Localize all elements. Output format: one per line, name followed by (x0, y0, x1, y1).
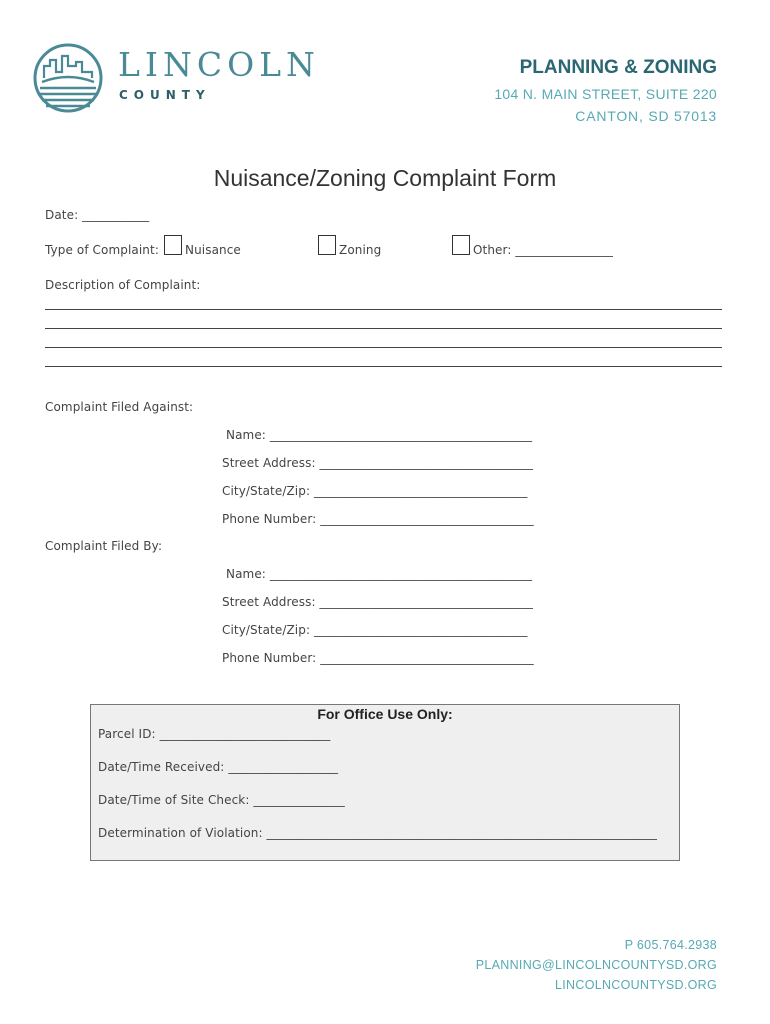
county-logo-icon (32, 42, 104, 114)
address-line-2: CANTON, SD 57013 (575, 108, 717, 124)
address-line-1: 104 N. MAIN STREET, SUITE 220 (494, 86, 717, 102)
footer-website[interactable]: LINCOLNCOUNTYSD.ORG (555, 978, 717, 992)
by-city-field[interactable]: City/State/Zip: ___________________________________ (222, 623, 528, 637)
department-title: PLANNING & ZONING (519, 57, 717, 78)
description-line-3[interactable] (45, 347, 722, 348)
nuisance-label: Nuisance (185, 243, 241, 257)
against-phone-field[interactable]: Phone Number: ___________________________________ (222, 512, 534, 526)
parcel-id-field[interactable]: Parcel ID: ____________________________ (98, 727, 331, 741)
description-line-1[interactable] (45, 309, 722, 310)
filed-against-heading: Complaint Filed Against: (45, 400, 194, 414)
site-check-field[interactable]: Date/Time of Site Check: _______________ (98, 793, 345, 807)
by-street-field[interactable]: Street Address: ___________________________________ (222, 595, 534, 609)
nuisance-checkbox[interactable] (164, 235, 182, 255)
date-received-field[interactable]: Date/Time Received: __________________ (98, 760, 339, 774)
description-line-2[interactable] (45, 328, 722, 329)
footer-email[interactable]: PLANNING@LINCOLNCOUNTYSD.ORG (475, 958, 717, 972)
against-city-field[interactable]: City/State/Zip: ___________________________________ (222, 484, 528, 498)
filed-by-heading: Complaint Filed By: (45, 539, 163, 553)
other-checkbox[interactable] (452, 235, 470, 255)
by-name-field[interactable]: Name: ___________________________________________ (226, 567, 533, 581)
description-line-4[interactable] (45, 366, 722, 367)
by-phone-field[interactable]: Phone Number: ___________________________________ (222, 651, 534, 665)
office-use-title: For Office Use Only: (317, 706, 453, 722)
zoning-checkbox[interactable] (318, 235, 336, 255)
form-title: Nuisance/Zoning Complaint Form (213, 165, 557, 191)
description-label: Description of Complaint: (45, 278, 201, 292)
against-street-field[interactable]: Street Address: ___________________________________ (222, 456, 534, 470)
footer-phone: P 605.764.2938 (624, 938, 717, 952)
other-field[interactable]: Other: ________________ (473, 243, 614, 257)
zoning-label: Zoning (339, 243, 382, 257)
against-name-field[interactable]: Name: ___________________________________________ (226, 428, 533, 442)
brand-name: LINCOLN (118, 45, 320, 84)
date-field[interactable]: Date: ___________ (45, 208, 150, 222)
determination-field[interactable]: Determination of Violation: ________________________________________________________________ (98, 826, 657, 840)
brand-subtitle: COUNTY (119, 88, 211, 102)
complaint-type-label: Type of Complaint: (45, 243, 159, 257)
